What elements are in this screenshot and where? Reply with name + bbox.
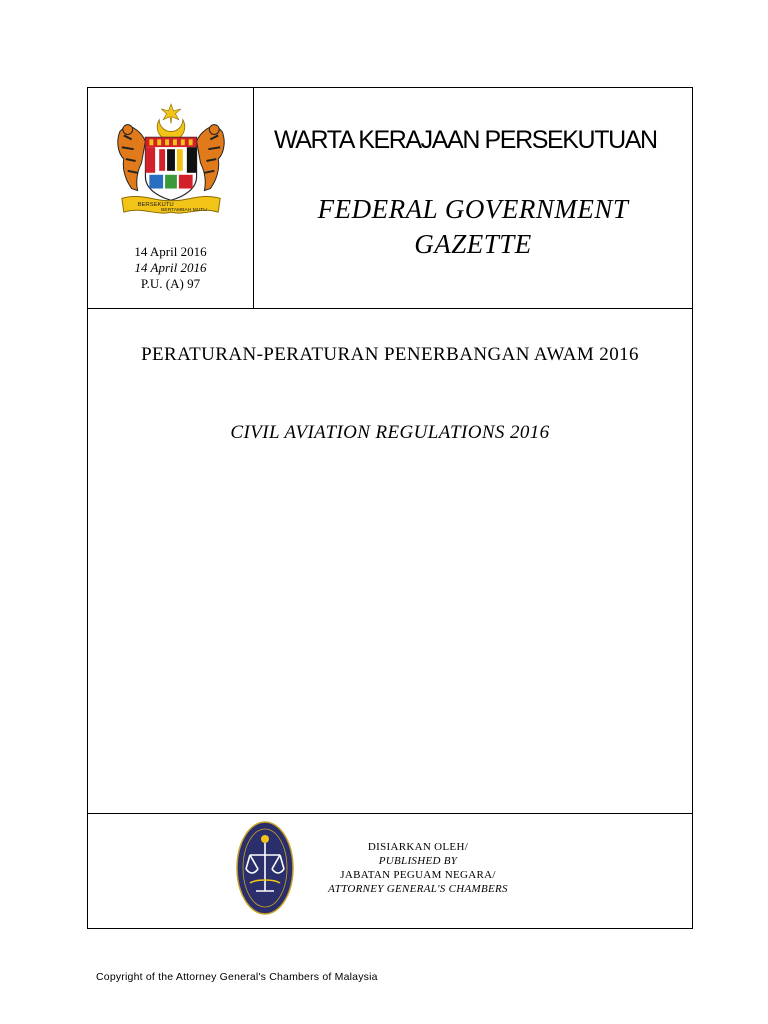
gazette-title-english-line1: FEDERAL GOVERNMENT bbox=[317, 194, 629, 224]
regulation-title-malay: PERATURAN-PERATURAN PENERBANGAN AWAM 2016 bbox=[141, 344, 639, 365]
copyright-notice: Copyright of the Attorney General's Chambers of Malaysia bbox=[96, 971, 378, 983]
published-by-english: PUBLISHED BY bbox=[378, 855, 458, 867]
svg-text:BERSEKUTU: BERSEKUTU bbox=[137, 202, 174, 209]
publisher-malay: JABATAN PEGUAM NEGARA/ bbox=[340, 869, 496, 881]
date-english: 14 April 2016 bbox=[134, 260, 207, 275]
gazette-title-malay: WARTA KERAJAAN PERSEKUTUAN bbox=[274, 126, 657, 154]
publisher-block bbox=[308, 840, 528, 896]
gazette-date-block bbox=[88, 244, 253, 292]
footer-divider bbox=[88, 813, 692, 814]
pu-reference: P.U. (A) 97 bbox=[140, 276, 201, 291]
regulation-title-english: CIVIL AVIATION REGULATIONS 2016 bbox=[230, 422, 550, 443]
date-malay: 14 April 2016 bbox=[134, 244, 207, 259]
published-by-malay: DISIARKAN OLEH/ bbox=[367, 841, 469, 853]
publisher-english: ATTORNEY GENERAL'S CHAMBERS bbox=[328, 883, 508, 895]
attorney-general-chambers-logo-icon bbox=[236, 821, 294, 915]
malaysia-coat-of-arms-icon bbox=[112, 102, 230, 220]
gazette-title-english bbox=[254, 192, 692, 262]
header-divider bbox=[88, 308, 692, 309]
gazette-cover-frame bbox=[87, 87, 693, 929]
svg-text:BERTAMBAH MUTU: BERTAMBAH MUTU bbox=[161, 208, 207, 214]
gazette-title-english-line2: GAZETTE bbox=[414, 229, 532, 259]
